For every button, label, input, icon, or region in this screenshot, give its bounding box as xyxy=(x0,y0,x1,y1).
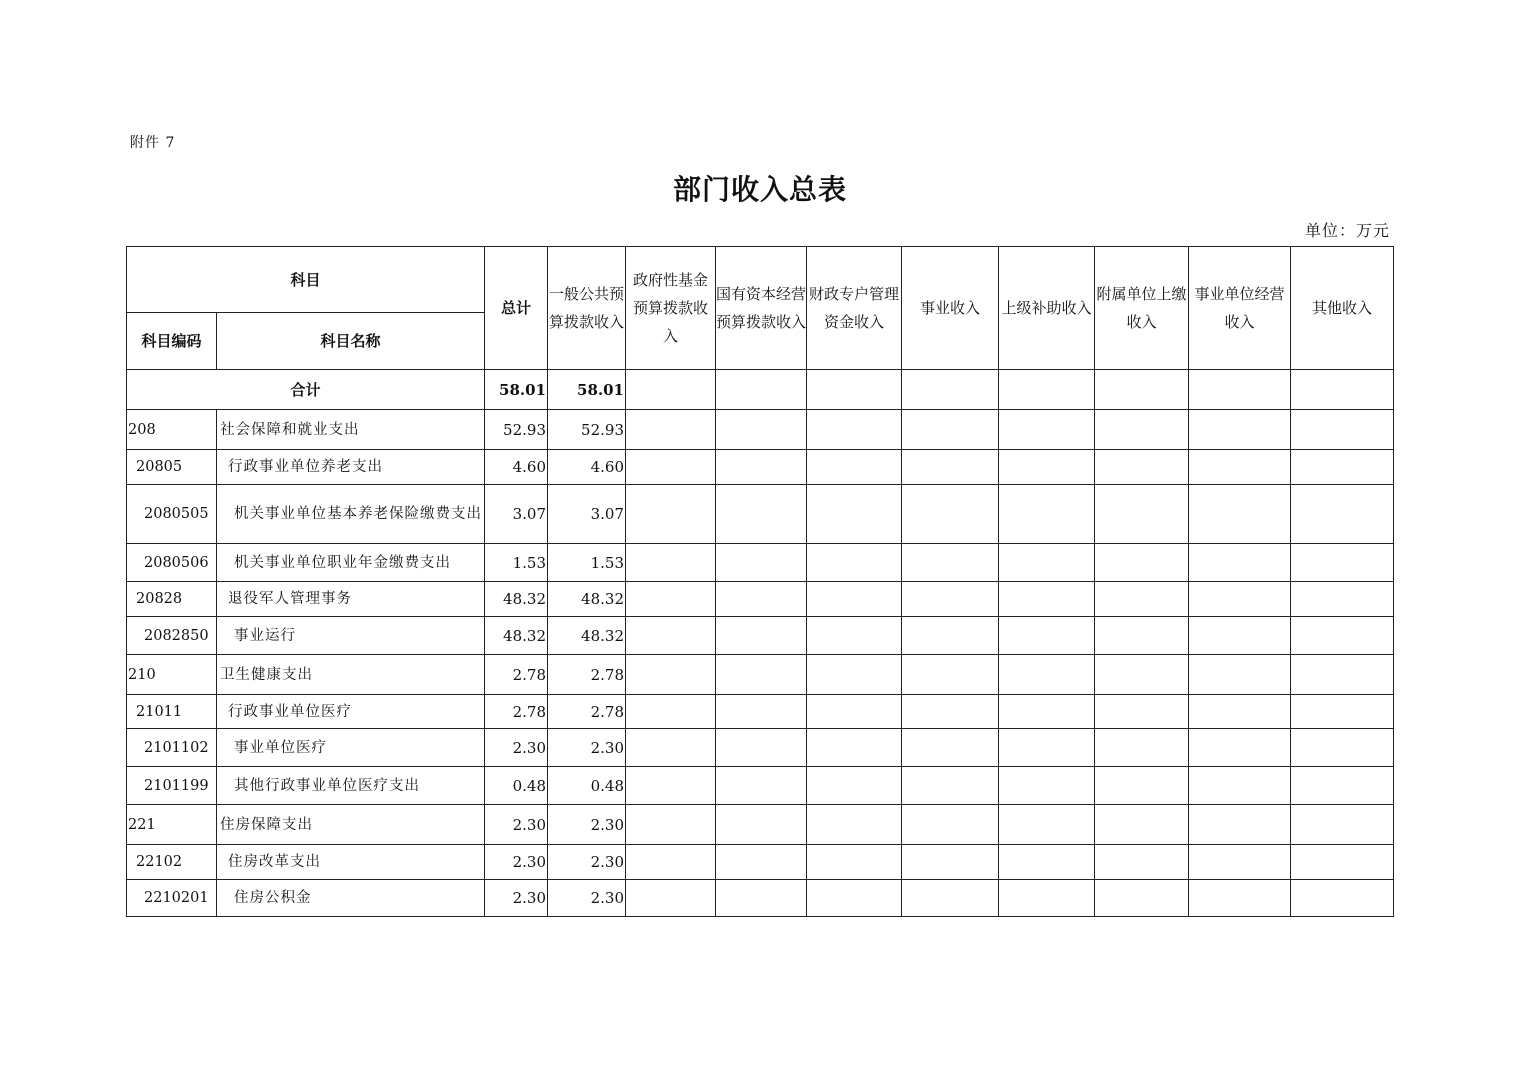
empty-cell xyxy=(1095,617,1189,655)
empty-cell xyxy=(1095,845,1189,880)
empty-cell xyxy=(716,544,807,582)
row-name: 行政事业单位养老支出 xyxy=(217,450,485,485)
row-total: 1.53 xyxy=(485,544,548,582)
row-total: 4.60 xyxy=(485,450,548,485)
row-general-public: 52.93 xyxy=(548,410,626,450)
empty-cell xyxy=(999,767,1095,805)
header-state-capital: 国有资本经营预算拨款收入 xyxy=(716,247,807,370)
empty-cell xyxy=(1291,450,1394,485)
row-general-public: 2.30 xyxy=(548,805,626,845)
income-summary-table xyxy=(126,246,1394,917)
table-row xyxy=(127,767,1394,805)
empty-cell xyxy=(999,805,1095,845)
row-code: 208 xyxy=(127,410,217,450)
empty-cell xyxy=(1189,845,1291,880)
row-code: 2080505 xyxy=(127,485,217,544)
row-general-public: 2.78 xyxy=(548,655,626,695)
empty-cell xyxy=(999,582,1095,617)
empty-cell xyxy=(716,880,807,917)
empty-cell xyxy=(626,880,716,917)
empty-cell xyxy=(1291,767,1394,805)
header-subject: 科目 xyxy=(127,247,485,313)
header-superior-subsidy: 上级补助收入 xyxy=(999,247,1095,370)
empty-cell xyxy=(1095,485,1189,544)
empty-cell xyxy=(1291,880,1394,917)
empty-cell xyxy=(1095,729,1189,767)
empty-cell xyxy=(1291,805,1394,845)
row-code: 221 xyxy=(127,805,217,845)
empty-cell xyxy=(1095,450,1189,485)
row-total: 48.32 xyxy=(485,617,548,655)
header-affiliated-payment: 附属单位上缴收入 xyxy=(1095,247,1189,370)
empty-cell xyxy=(626,729,716,767)
empty-cell xyxy=(716,729,807,767)
empty-cell xyxy=(1095,582,1189,617)
table-row xyxy=(127,880,1394,917)
row-general-public: 2.30 xyxy=(548,880,626,917)
empty-cell xyxy=(626,544,716,582)
empty-cell xyxy=(807,805,902,845)
empty-cell xyxy=(1095,544,1189,582)
row-total: 2.30 xyxy=(485,805,548,845)
empty-cell xyxy=(626,845,716,880)
empty-cell xyxy=(716,450,807,485)
empty-cell xyxy=(1189,410,1291,450)
table-row xyxy=(127,805,1394,845)
row-code: 20805 xyxy=(127,450,217,485)
empty-cell xyxy=(626,695,716,729)
empty-cell xyxy=(716,410,807,450)
row-general-public: 2.30 xyxy=(548,729,626,767)
empty-cell xyxy=(1189,880,1291,917)
row-general-public: 1.53 xyxy=(548,544,626,582)
empty-cell xyxy=(626,805,716,845)
row-code: 20828 xyxy=(127,582,217,617)
empty-cell xyxy=(1189,582,1291,617)
header-business-operation: 事业单位经营收入 xyxy=(1189,247,1291,370)
empty-cell xyxy=(1189,544,1291,582)
empty-cell xyxy=(999,450,1095,485)
empty-cell xyxy=(807,544,902,582)
table-row xyxy=(127,617,1394,655)
empty-cell xyxy=(807,729,902,767)
empty-cell xyxy=(716,845,807,880)
empty-cell xyxy=(1291,582,1394,617)
empty-cell xyxy=(1189,655,1291,695)
row-name: 住房保障支出 xyxy=(217,805,485,845)
header-gov-fund: 政府性基金预算拨款收入 xyxy=(626,247,716,370)
row-total: 3.07 xyxy=(485,485,548,544)
row-code: 2210201 xyxy=(127,880,217,917)
empty-cell xyxy=(999,544,1095,582)
empty-cell xyxy=(1095,805,1189,845)
empty-cell xyxy=(1095,410,1189,450)
row-total: 48.32 xyxy=(485,582,548,617)
empty-cell xyxy=(902,767,999,805)
empty-cell xyxy=(807,655,902,695)
row-name: 住房公积金 xyxy=(217,880,485,917)
row-name: 退役军人管理事务 xyxy=(217,582,485,617)
row-name: 卫生健康支出 xyxy=(217,655,485,695)
empty-cell xyxy=(807,582,902,617)
empty-cell xyxy=(807,695,902,729)
empty-cell xyxy=(1189,485,1291,544)
table-row xyxy=(127,695,1394,729)
row-general-public: 2.30 xyxy=(548,845,626,880)
empty-cell xyxy=(716,695,807,729)
empty-cell xyxy=(807,485,902,544)
empty-cell xyxy=(807,880,902,917)
empty-cell xyxy=(716,805,807,845)
empty-cell xyxy=(716,582,807,617)
unit-label: 单位：万元 xyxy=(1304,221,1390,240)
empty-cell xyxy=(999,410,1095,450)
header-business-income: 事业收入 xyxy=(902,247,999,370)
row-general-public: 2.78 xyxy=(548,695,626,729)
row-name: 其他行政事业单位医疗支出 xyxy=(217,767,485,805)
table-row xyxy=(127,410,1394,450)
empty-cell xyxy=(1189,729,1291,767)
row-code: 2101199 xyxy=(127,767,217,805)
empty-cell xyxy=(1291,695,1394,729)
header-fiscal-special: 财政专户管理资金收入 xyxy=(807,247,902,370)
table-row xyxy=(127,582,1394,617)
empty-cell xyxy=(1291,544,1394,582)
empty-cell xyxy=(1189,617,1291,655)
row-name: 事业运行 xyxy=(217,617,485,655)
empty-cell xyxy=(999,729,1095,767)
row-code: 210 xyxy=(127,655,217,695)
empty-cell xyxy=(902,485,999,544)
empty-cell xyxy=(807,450,902,485)
header-subject-code: 科目编码 xyxy=(127,313,217,370)
header-subject-name: 科目名称 xyxy=(217,313,485,370)
empty-cell xyxy=(902,617,999,655)
empty-cell xyxy=(902,544,999,582)
empty-cell xyxy=(902,450,999,485)
empty-cell xyxy=(1189,767,1291,805)
row-code: 22102 xyxy=(127,845,217,880)
header-general-public: 一般公共预算拨款收入 xyxy=(548,247,626,370)
row-code: 2080506 xyxy=(127,544,217,582)
row-general-public: 48.32 xyxy=(548,617,626,655)
empty-cell xyxy=(1095,880,1189,917)
table-row xyxy=(127,544,1394,582)
empty-cell xyxy=(807,617,902,655)
total-label: 合计 xyxy=(127,370,485,410)
empty-cell xyxy=(626,655,716,695)
empty-cell xyxy=(902,880,999,917)
empty-cell xyxy=(902,845,999,880)
row-general-public: 4.60 xyxy=(548,450,626,485)
empty-cell xyxy=(626,767,716,805)
empty-cell xyxy=(999,880,1095,917)
empty-cell xyxy=(1095,767,1189,805)
empty-cell xyxy=(716,655,807,695)
empty-cell xyxy=(999,617,1095,655)
page-title: 部门收入总表 xyxy=(672,173,847,206)
empty-cell xyxy=(1095,655,1189,695)
attachment-label: 附件 7 xyxy=(130,135,176,151)
row-general-public: 48.32 xyxy=(548,582,626,617)
empty-cell xyxy=(902,410,999,450)
empty-cell xyxy=(716,617,807,655)
row-code: 21011 xyxy=(127,695,217,729)
row-name: 事业单位医疗 xyxy=(217,729,485,767)
row-name: 社会保障和就业支出 xyxy=(217,410,485,450)
empty-cell xyxy=(626,617,716,655)
empty-cell xyxy=(626,582,716,617)
row-total: 0.48 xyxy=(485,767,548,805)
empty-cell xyxy=(1291,485,1394,544)
empty-cell xyxy=(626,450,716,485)
header-other-income: 其他收入 xyxy=(1291,247,1394,370)
table-row xyxy=(127,655,1394,695)
row-code: 2101102 xyxy=(127,729,217,767)
empty-cell xyxy=(902,729,999,767)
empty-cell xyxy=(807,410,902,450)
empty-cell xyxy=(1291,410,1394,450)
empty-cell xyxy=(1291,617,1394,655)
empty-cell xyxy=(999,655,1095,695)
row-total: 2.30 xyxy=(485,729,548,767)
row-total: 2.30 xyxy=(485,845,548,880)
row-name: 机关事业单位职业年金缴费支出 xyxy=(217,544,485,582)
empty-cell xyxy=(626,485,716,544)
empty-cell xyxy=(902,655,999,695)
header-total: 总计 xyxy=(485,247,548,370)
row-total: 2.78 xyxy=(485,655,548,695)
row-name: 机关事业单位基本养老保险缴费支出 xyxy=(217,485,485,544)
row-total: 52.93 xyxy=(485,410,548,450)
total-general-public: 58.01 xyxy=(548,370,626,410)
empty-cell xyxy=(626,410,716,450)
empty-cell xyxy=(1291,845,1394,880)
row-total: 2.78 xyxy=(485,695,548,729)
empty-cell xyxy=(807,845,902,880)
empty-cell xyxy=(716,485,807,544)
empty-cell xyxy=(807,767,902,805)
row-general-public: 0.48 xyxy=(548,767,626,805)
row-total: 2.30 xyxy=(485,880,548,917)
table-row xyxy=(127,845,1394,880)
empty-cell xyxy=(999,695,1095,729)
empty-cell xyxy=(716,767,807,805)
empty-cell xyxy=(1189,695,1291,729)
table-row xyxy=(127,485,1394,544)
row-general-public: 3.07 xyxy=(548,485,626,544)
empty-cell xyxy=(902,805,999,845)
empty-cell xyxy=(999,485,1095,544)
total-row xyxy=(127,370,1394,410)
row-name: 住房改革支出 xyxy=(217,845,485,880)
empty-cell xyxy=(902,695,999,729)
empty-cell xyxy=(999,845,1095,880)
empty-cell xyxy=(902,582,999,617)
total-value: 58.01 xyxy=(485,370,548,410)
table-row xyxy=(127,729,1394,767)
empty-cell xyxy=(1189,450,1291,485)
table-row xyxy=(127,450,1394,485)
row-name: 行政事业单位医疗 xyxy=(217,695,485,729)
empty-cell xyxy=(1189,805,1291,845)
empty-cell xyxy=(1291,655,1394,695)
empty-cell xyxy=(1095,695,1189,729)
row-code: 2082850 xyxy=(127,617,217,655)
empty-cell xyxy=(1291,729,1394,767)
